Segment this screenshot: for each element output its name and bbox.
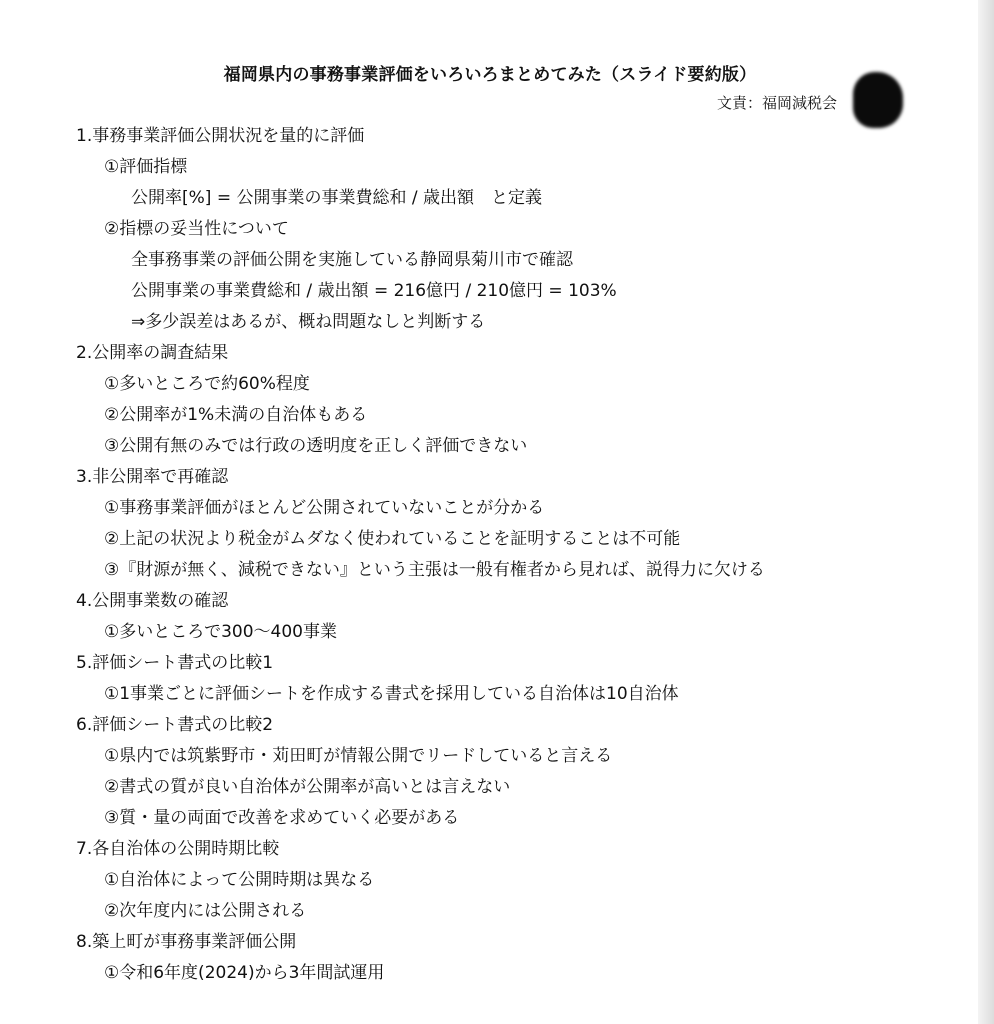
summary-outline	[76, 121, 956, 989]
outline-detail: 公開事業の事業費総和 / 歳出額 = 216億円 / 210億円 = 103%	[131, 281, 617, 301]
outline-item: ②公開率が1%未満の自治体もある	[104, 405, 368, 425]
outline-item: ①自治体によって公開時期は異なる	[104, 870, 375, 890]
section-heading: 5.評価シート書式の比較1	[76, 653, 274, 673]
section-heading: 7.各自治体の公開時期比較	[76, 839, 280, 859]
section-heading: 6.評価シート書式の比較2	[76, 715, 274, 735]
section-heading: 1.事務事業評価公開状況を量的に評価	[76, 126, 365, 146]
outline-item: ①令和6年度(2024)から3年間試運用	[104, 963, 385, 983]
outline-item: ①1事業ごとに評価シートを作成する書式を採用している自治体は10自治体	[104, 684, 679, 704]
outline-item: ③質・量の両面で改善を求めていく必要がある	[104, 808, 460, 828]
outline-item: ②指標の妥当性について	[104, 219, 289, 239]
outline-item: ②上記の状況より税金がムダなく使われていることを証明することは不可能	[104, 529, 681, 549]
outline-item: ③『財源が無く、減税できない』という主張は一般有権者から見れば、説得力に欠ける	[104, 560, 765, 580]
page-edge	[978, 0, 994, 1024]
outline-item: ③公開有無のみでは行政の透明度を正しく評価できない	[104, 436, 528, 456]
document-title: 福岡県内の事務事業評価をいろいろまとめてみた（スライド要約版）	[223, 65, 757, 85]
outline-item: ②書式の質が良い自治体が公開率が高いとは言えない	[104, 777, 511, 797]
section-heading: 4.公開事業数の確認	[76, 591, 229, 611]
section-heading: 8.築上町が事務事業評価公開	[76, 932, 297, 952]
section-heading: 3.非公開率で再確認	[76, 467, 229, 487]
outline-item: ①評価指標	[104, 157, 188, 177]
outline-item: ①事務事業評価がほとんど公開されていないことが分かる	[104, 498, 545, 518]
outline-item: ①多いところで300～400事業	[104, 622, 337, 642]
outline-item: ①多いところで約60%程度	[104, 374, 310, 394]
section-heading: 2.公開率の調査結果	[76, 343, 229, 363]
outline-item: ②次年度内には公開される	[104, 901, 307, 921]
outline-item: ①県内では筑紫野市・苅田町が情報公開でリードしていると言える	[104, 746, 613, 766]
outline-detail: 全事務事業の評価公開を実施している静岡県菊川市で確認	[131, 250, 573, 270]
redaction-mark	[853, 72, 903, 128]
outline-detail: ⇒多少誤差はあるが、概ね問題なしと判断する	[131, 312, 486, 332]
author-credit: 文責：福岡減税会	[717, 94, 838, 112]
outline-detail: 公開率[%] = 公開事業の事業費総和 / 歳出額 と定義	[131, 188, 543, 208]
